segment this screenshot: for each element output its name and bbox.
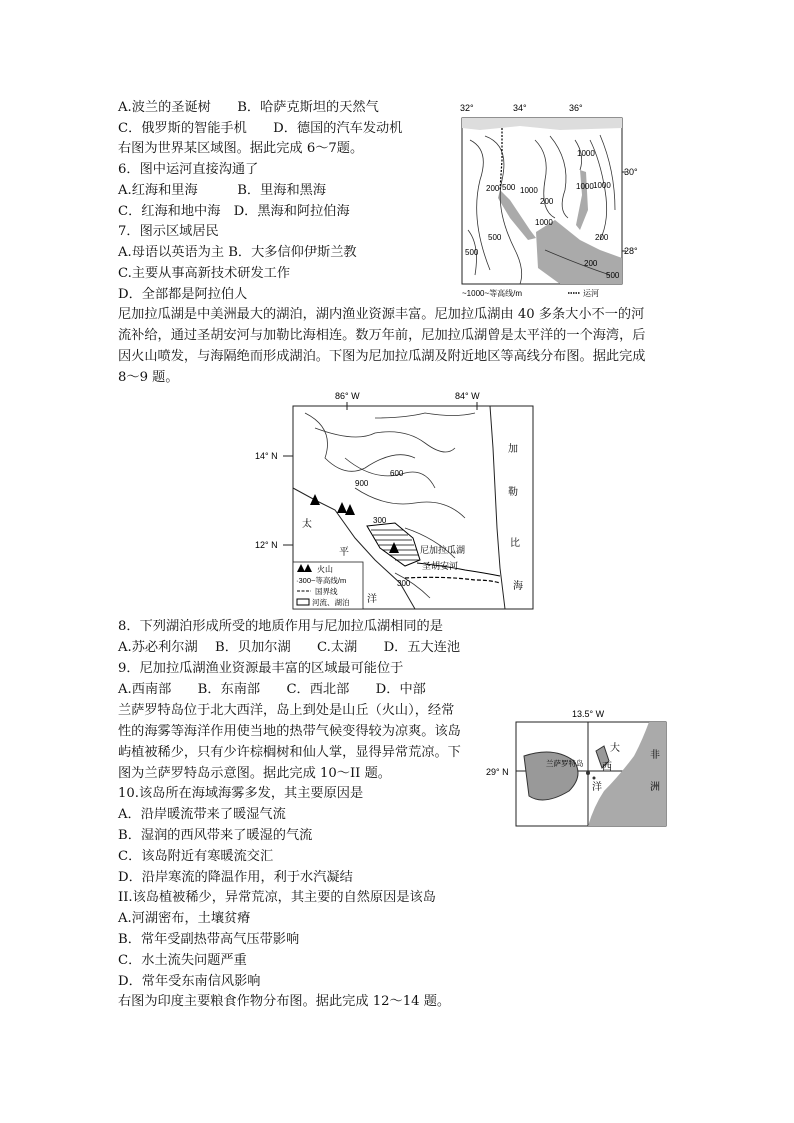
legend-contour: ~1000~等高线/m: [462, 289, 523, 298]
ocean-label: 西: [602, 762, 612, 773]
contour-label: 200: [540, 197, 554, 206]
nicaragua-lake-map: [255, 388, 535, 613]
text-line: 右图为世界某区域图。据此完成 6～7题。: [118, 141, 364, 156]
text-line: 9．尼加拉瓜湖渔业资源最丰富的区域最可能位于: [118, 661, 404, 676]
contour-label: 1000: [520, 186, 538, 195]
text-line: A.波兰的圣诞树 B．哈萨克斯坦的天然气: [118, 100, 379, 115]
legend-item: 河流、湖泊: [312, 598, 350, 607]
legend-item: ·300~等高线/m: [296, 576, 347, 585]
text-line: 图为兰萨罗特岛示意图。据此完成 10～II 题。: [118, 766, 391, 781]
text-line: D．沿岸寒流的降温作用，利于水汽凝结: [118, 870, 353, 885]
contour-label: 300: [397, 579, 411, 588]
text-line: B．常年受副热带高气压带影响: [118, 932, 300, 947]
small-island: [586, 771, 590, 775]
text-line: D．常年受东南信风影响: [118, 974, 261, 989]
text-line: C．红海和地中海 D．黑海和阿拉伯海: [118, 204, 350, 219]
legend-canal: 运河: [583, 289, 599, 298]
lat-label: 14° N: [255, 451, 278, 461]
sea-label: 勒: [508, 487, 518, 498]
ocean-label: 太: [302, 519, 312, 530]
contour-label: 200: [584, 259, 598, 268]
text-line: A.河湖密布，土壤贫瘠: [118, 911, 251, 926]
volcano-icon: [337, 502, 347, 513]
mediterranean: [462, 118, 622, 130]
contour-label: 500: [465, 248, 479, 257]
ocean-label: 洋: [592, 782, 602, 793]
lon-label: 34°: [513, 103, 527, 113]
text-line: 屿植被稀少，只有少许棕榈树和仙人掌，显得异常荒凉。下: [118, 745, 461, 760]
volcano-icon: [345, 504, 355, 515]
ocean-label: 大: [610, 743, 620, 754]
text-line: A．沿岸暖流带来了暖湿气流: [118, 807, 286, 822]
text-line: 8～9 题。: [118, 370, 179, 385]
lat-label: 29° N: [486, 767, 509, 777]
text-line: 尼加拉瓜湖是中美洲最大的湖泊，湖内渔业资源丰富。尼加拉瓜湖由 40 多条大小不一的河: [118, 307, 645, 322]
contour-label: 1000: [593, 181, 611, 190]
island-label: 兰萨罗特岛: [546, 759, 584, 768]
continent-label: 洲: [650, 782, 660, 793]
small-island: [593, 777, 596, 780]
lake-label: 尼加拉瓜湖: [420, 545, 466, 555]
legend-item: 火山: [317, 565, 333, 574]
river-label: 圣胡安河: [422, 561, 459, 571]
contour-label: 1000: [535, 218, 553, 227]
text-line: C.主要从事高新技术研发工作: [118, 266, 291, 281]
volcano-icon: [310, 494, 320, 505]
text-line: A.母语以英语为主 B．大多信仰伊斯兰教: [118, 245, 357, 260]
contour-label: 300: [373, 516, 387, 525]
contour-label: 600: [390, 469, 404, 478]
text-line: C．该岛附近有寒暖流交汇: [118, 849, 274, 864]
lon-label: 36°: [569, 103, 583, 113]
lon-label: 86° W: [335, 391, 360, 401]
border-line: [405, 577, 500, 583]
contour-label: 500: [606, 271, 620, 280]
caribbean-coast: [490, 406, 505, 609]
text-line: A.西南部 B．东南部 C．西北部 D．中部: [118, 682, 426, 697]
sea-label: 比: [510, 538, 520, 549]
text-line: 流补给，通过圣胡安河与加勒比海相连。数万年前，尼加拉瓜湖曾是太平洋的一个海湾，后: [118, 328, 646, 343]
text-line: A.红海和里海 B．里海和黑海: [118, 183, 327, 198]
lat-label: 12° N: [255, 540, 278, 550]
contour-label: 1000: [576, 182, 594, 191]
text-line: 8．下列湖泊形成所受的地质作用与尼加拉瓜湖相同的是: [118, 619, 443, 634]
text-line: D．全部都是阿拉伯人: [118, 287, 248, 302]
contour-label: 500: [488, 233, 502, 242]
lon-label: 84° W: [455, 391, 480, 401]
gulf-of-aqaba: [576, 170, 588, 230]
ocean-label: 洋: [367, 594, 377, 605]
contour-label: 200: [486, 184, 500, 193]
lat-label: 28°: [624, 246, 638, 256]
sea-label: 海: [513, 581, 523, 592]
gulf-of-suez: [498, 190, 536, 240]
lat-label: 30°: [624, 167, 638, 177]
contour-label: 200: [595, 233, 609, 242]
ocean-label: 平: [339, 547, 349, 558]
lon-label: 32°: [460, 103, 474, 113]
lanzarote-map: [484, 706, 674, 830]
text-line: 10.该岛所在海域海雾多发，其主要原因是: [118, 786, 364, 801]
legend-item: 国界线: [315, 587, 338, 596]
text-line: C．俄罗斯的智能手机 D．德国的汽车发动机: [118, 121, 403, 136]
text-line: 性的海雾等海洋作用使当地的热带气候变得较为凉爽。该岛: [118, 724, 461, 739]
sea-label: 加: [508, 444, 518, 455]
text-line: B．湿润的西风带来了暖湿的气流: [118, 828, 313, 843]
text-line: 因火山喷发，与海隔绝而形成湖泊。下图为尼加拉瓜湖及附近地区等高线分布图。据此完成: [118, 349, 646, 364]
text-line: 7．图示区域居民: [118, 224, 219, 239]
text-line: 兰萨罗特岛位于北大西洋，岛上到处是山丘（火山），经常: [118, 703, 455, 718]
text-line: 6．图中运河直接沟通了: [118, 162, 259, 177]
text-line: C．水土流失问题严重: [118, 953, 247, 968]
contour-label: 900: [355, 479, 369, 488]
suez-region-map: [440, 100, 638, 302]
contour-label: 500: [502, 183, 516, 192]
lon-label: 13.5° W: [572, 709, 605, 719]
continent-label: 非: [650, 750, 660, 761]
text-line: A.苏必利尔湖 B．贝加尔湖 C.太湖 D．五大连池: [118, 640, 461, 655]
contour-label: 1000: [577, 149, 595, 158]
text-line: 右图为印度主要粮食作物分布图。据此完成 12～14 题。: [118, 994, 451, 1009]
text-line: II.该岛植被稀少，异常荒凉，其主要的自然原因是该岛: [118, 890, 436, 905]
